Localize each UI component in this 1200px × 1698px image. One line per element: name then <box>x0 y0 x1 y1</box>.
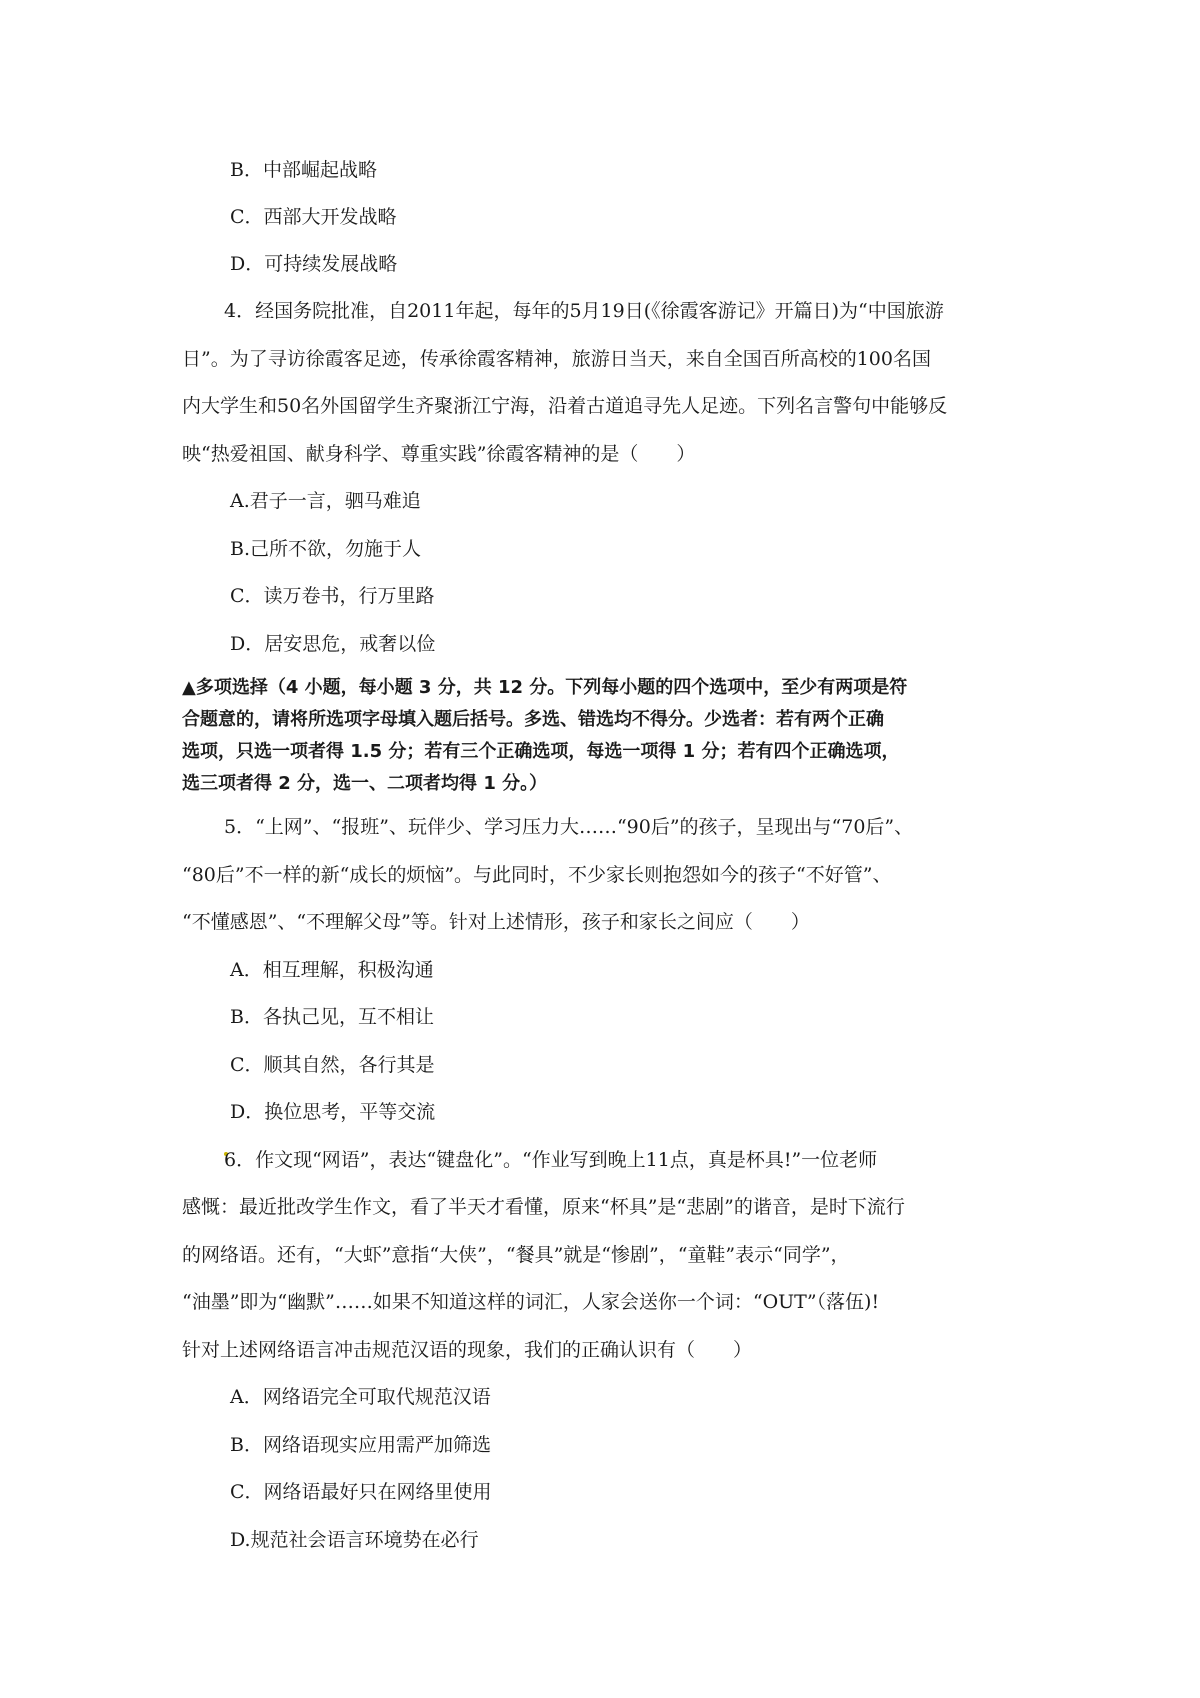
section-header-line-3: 选项，只选一项者得 1.5 分；若有三个正确选项，每选一项得 1 分；若有四个正确选项， <box>182 741 900 762</box>
q5-option-b: B．各执己见，互不相让 <box>230 1006 434 1028</box>
section-header-line-4: 选三项者得 2 分，选一、二项者均得 1 分。） <box>182 773 548 794</box>
q4-stem-line-1: 4．经国务院批准，自2011年起，每年的5月19日(《徐霞客游记》开篇日)为“中国旅游 <box>224 300 944 322</box>
section-header-line-2: 合题意的，请将所选项字母填入题后括号。多选、错选均不得分。少选者：若有两个正确 <box>182 709 884 730</box>
q6-option-a: A．网络语完全可取代规范汉语 <box>230 1386 491 1408</box>
q5-stem-line-2: “80后”不一样的新“成长的烦恼”。与此同时，不少家长则抱怨如今的孩子“不好管”、 <box>182 864 892 886</box>
q6-stem-line-4: “油墨”即为“幽默”……如果不知道这样的词汇，人家会送你一个词：“OUT”（落伍)! <box>182 1291 880 1313</box>
q6-stem-line-1: 6．作文现“网语”，表达“键盘化”。“作业写到晚上11点，真是杯具!”一位老师 <box>224 1149 878 1171</box>
q6-option-b: B．网络语现实应用需严加筛选 <box>230 1434 491 1456</box>
q4-option-a: A.君子一言，驷马难追 <box>230 490 421 512</box>
q6-option-d: D.规范社会语言环境势在必行 <box>230 1529 479 1551</box>
q3-option-c: C．西部大开发战略 <box>230 206 397 228</box>
q5-option-a: A．相互理解，积极沟通 <box>230 959 434 981</box>
q6-stem-line-3: 的网络语。还有，“大虾”意指“大侠”，“餐具”就是“惨剧”，“童鞋”表示“同学”， <box>182 1244 850 1266</box>
q4-option-b: B.己所不欲，勿施于人 <box>230 538 422 560</box>
q5-option-d: D．换位思考，平等交流 <box>230 1101 436 1123</box>
q4-stem-line-4: 映“热爱祖国、献身科学、尊重实践”徐霞客精神的是（ ） <box>182 443 696 465</box>
q5-stem-line-3: “不懂感恩”、“不理解父母”等。针对上述情形，孩子和家长之间应（ ） <box>182 911 810 933</box>
q6-option-c: C．网络语最好只在网络里使用 <box>230 1481 492 1503</box>
q4-stem-line-3: 内大学生和50名外国留学生齐聚浙江宁海，沿着古道追寻先人足迹。下列名言警句中能够反 <box>182 395 948 417</box>
q5-stem-line-1: 5．“上网”、“报班”、玩伴少、学习压力大……“90后”的孩子，呈现出与“70后”、 <box>224 816 914 838</box>
q6-stem-line-2: 感慨：最近批改学生作文，看了半天才看懂，原来“杯具”是“悲剧”的谐音，是时下流行 <box>182 1196 905 1218</box>
q4-option-d: D．居安思危，戒奢以俭 <box>230 633 436 655</box>
q4-option-c: C．读万卷书，行万里路 <box>230 585 435 607</box>
q3-option-d: D．可持续发展战略 <box>230 253 398 275</box>
q5-option-c: C．顺其自然，各行其是 <box>230 1054 435 1076</box>
section-header-line-1: ▲多项选择（4 小题，每小题 3 分，共 12 分。下列每小题的四个选项中，至少有两项是符 <box>182 677 908 698</box>
q4-stem-line-2: 日”。为了寻访徐霞客足迹，传承徐霞客精神，旅游日当天，来自全国百所高校的100名国 <box>182 348 931 370</box>
q6-stem-line-5: 针对上述网络语言冲击规范汉语的现象，我们的正确认识有（ ） <box>182 1339 753 1361</box>
q3-option-b: B．中部崛起战略 <box>230 159 377 181</box>
